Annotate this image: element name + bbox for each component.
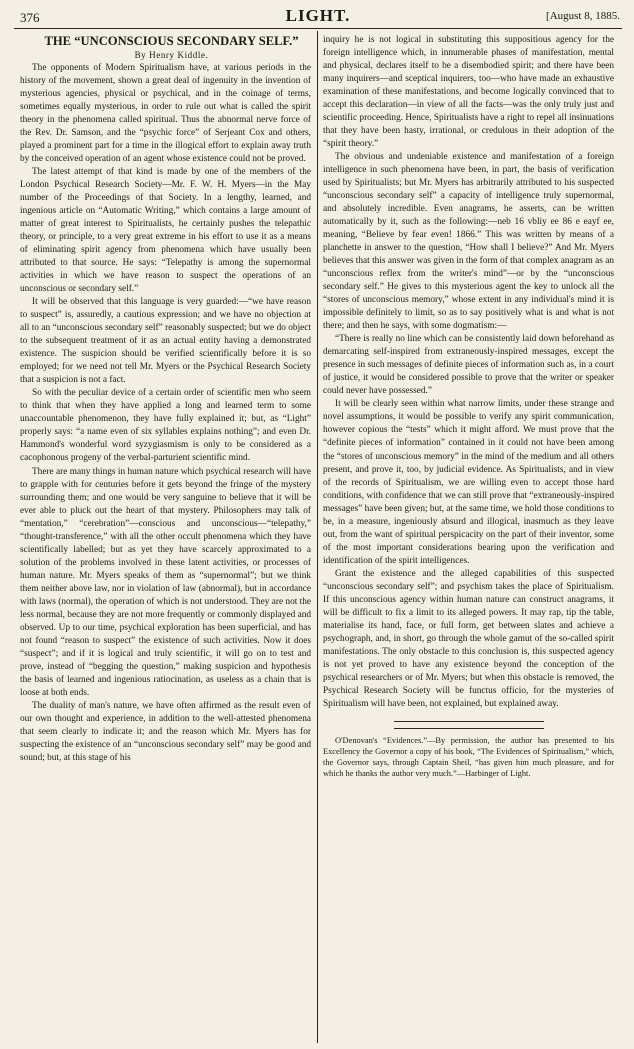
section-rule xyxy=(394,721,544,722)
issue-date: [August 8, 1885. xyxy=(546,10,620,22)
paragraph: So with the peculiar device of a certain order of scientific men who seem to think that when they have applied a long and learned term to some unaccountable phenomenon, they have fully explained it; but, as “Light” properly says: “a name even of six syllables explains nothing”; and even Dr. Hammond's wonderful word syzygiasmism is only to be considered as a cacophonous progeny of the verbal-parturient scientific mind. xyxy=(20,388,311,464)
paragraph: It will be observed that this language is very guarded:—“we have reason to suspect” is, assuredly, a cautious expression; and we have no objection at all to an “unconscious secondary self” reasonably suspected; but we do object to the subsequent treatment of it as an actual entity having a demonstrated existence. The suspicion should be verified scientifically before it is so employed; for we need not tell Mr. Myers or the Psychical Research Society that a suspicion is not a fact. xyxy=(20,297,311,386)
paragraph: The latest attempt of that kind is made by one of the members of the London Psychical Research Society—Mr. F. W. H. Myers—in the May number of the Proceedings of that Society. In a lengthy, learned, and ingenious article on “Automatic Writing,” which contains a large amount of matter of great interest to Spiritualists, he certainly pushes the telepathic theory, or principle, to a very great extreme in his effort to use it as a means of eliminating spirit agency from phenomena which have usually been attributed to that source. He says: “Telepathy is among the supernormal activities in which we have reason to suspect the operations of an unconscious or secondary self.” xyxy=(20,167,311,295)
column-divider xyxy=(317,31,318,1043)
paragraph: The obvious and undeniable existence and manifestation of a foreign intelligence in such phenomena have been, in part, the basis of verification used by Spiritualists; but Mr. Myers has arbitrarily attributed to his suspected “unconscious secondary self” a capacity of intelligence truly supernormal, and absolutely incredible. Even anagrams, he asserts, can be written automatically by it, such as the following:—neb 16 vbliy ee 86 e eayf ee, meaning, “Believe by fear even! 1866.” This was written by means of a planchette in answer to the question, “How shall I believe?” And Mr. Myers believes that this answer was given in the form of that complex anagram as an “unconscious reflex from the writer's mind”—or by the “unconscious secondary self.” He gives to this mysterious agent the key to unlock all the “stores of unconscious memory,” whose extent in any individual's mind it is impossible definitely to limit, so as to say positively what is and what is not there; and then he says, with some dogmatism:— xyxy=(323,152,614,332)
paragraph: The opponents of Modern Spiritualism have, at various periods in the history of the movement, shown a great deal of ingenuity in the invention of mysterious agencies, physical or psychical, and in the coinage of terms, sometimes equally mysterious, in order to rule out what is called the spirit theory in the phenomena called spiritual. Thus the abnormal nerve force of the Rev. Dr. Samson, and the “psychic force” of Serjeant Cox and others, played a prominent part for a time in the illogical effort to explain away truth by the conceived operation of an agent whose existence could not be proved. xyxy=(20,63,311,165)
news-note: O'Denovan's “Evidences.”—By permission, the author has presented to his Excellency the Governor a copy of his book, “The Evidences of Spiritualism,” which, the Governor says, through Captain Sheil, “has given him much pleasure, and for which he thanks the author very much.”—Harbinger of Light. xyxy=(323,735,614,779)
left-column xyxy=(20,34,311,1044)
paragraph: inquiry he is not logical in substituting this suppositious agency for the foreign intelligence which, in innumerable phases of manifestation, mental and physical, declares itself to be a disembodied spirit; and there have been many inquirers—and sceptical inquirers, too—who have made an exhaustive examination of these manifestations, and become logically convinced that to accept this declaration—in view of all the facts—was the only truly just and scientific proceeding. Hence, Spiritualists have a right to repel all insinuations that they have been hasty, irrational, or credulous in their adoption of the “spirit theory.” xyxy=(323,35,614,150)
right-column xyxy=(323,34,614,1044)
article-title: THE “UNCONSCIOUS SECONDARY SELF.” xyxy=(44,34,299,48)
paragraph: Grant the existence and the alleged capabilities of this suspected “unconscious secondary self”; and psychism takes the place of Spiritualism. If this unconscious agency within human nature can construct anagrams, it will be difficult to fix a limit to its alleged powers. It may rap, tip the table, materialise its hand, face, or full form, get between slates and achieve a psychograph, and, in short, go through the whole gamut of the so-called spirit manifestations. The only obstacle to this conclusion is, this suspected agency is not yet proved to have any existence beyond the conception of the psychical researchers or of Mr. Myers; but when this obstacle is removed, the Psychical Research Society will be functus officio, for the mysteries of Spiritualism will have been, not explained, but explained away. xyxy=(323,568,614,709)
article-byline: By Henry Kiddle. xyxy=(134,50,209,60)
paragraph: There are many things in human nature which psychical research will have to grapple with for centuries before it gets beyond the fringe of the mystery surrounding them; and one would be very sanguine to believe that it will be ever able to pluck out the heart of that mystery. Philosophers may talk of “mentation,” “cerebration”—conscious and unconscious—“telepathy,” “thought-transference,” with all the other occult phenomena which they have scientifically labelled; but as yet they have scarcely approximated to a solution of the problems involved in these latent activities, or processes of human nature. Mr. Myers speaks of them as “supernormal”; but we think them neither above law, nor in violation of law (abnormal), but in accordance with laws (normal), the operation of which is not understood. They are not the less normal, because they are not more frequently or commonly displayed and observed. Up to our time, psychical exploration has been superficial, and has not found “reason to suspect” the existence of such activities. Now it does “suspect”; and if it is logical and truly scientific, it will go on to test and prove, instead of “begging the question,” making suspicion and hypothesis the basis of learned and ingenious ratiocination, as useless as a chain that is loose at both ends. xyxy=(20,466,311,698)
header-rule xyxy=(14,28,622,29)
paragraph: The duality of man's nature, we have often affirmed as the result even of our own thought and experience, in addition to the well-attested phenomena that seem clearly to indicate it; and the reason which Mr. Myers has for suspecting the existence of an “unconscious secondary self” may be good and sound; but, at this stage of his xyxy=(20,700,311,763)
paragraph: It will be clearly seen within what narrow limits, under these strange and novel assumptions, it would be possible to verify any spirit communication, however copious the “tests” which it might afford. We must prove that the “definite pieces of information” contained in it could not have been among the “stores of unconscious memory” in the mind of the medium and all others present, and prove it, too, by judicial evidence. As Spiritualists, and in view of the records of Spiritualism, we are willing even to accept those hard conditions, with confidence that we can still prove that “extraneously-inspired messages” have been given; but, at the same time, we hold those conditions to be, in a measure, ingeniously absurd and illogical, inasmuch as they leave out, from the want of spiritual perspicacity on the part of their inventor, some of the most important considerations bearing upon the verification and identification of the spirit intelligences. xyxy=(323,399,614,566)
page-header xyxy=(14,6,622,28)
page-number: 376 xyxy=(20,10,40,25)
paragraph: “There is really no line which can be consistently laid down beforehand as demarcating self-inspired from extraneously-inspired messages, except the presence in such messages of definite pieces of information such as, in a court of justice, it would be considered possible to prove that the writer or speaker could never have possessed.” xyxy=(323,334,614,397)
section-rule xyxy=(394,728,544,729)
masthead: LIGHT. xyxy=(285,6,351,25)
